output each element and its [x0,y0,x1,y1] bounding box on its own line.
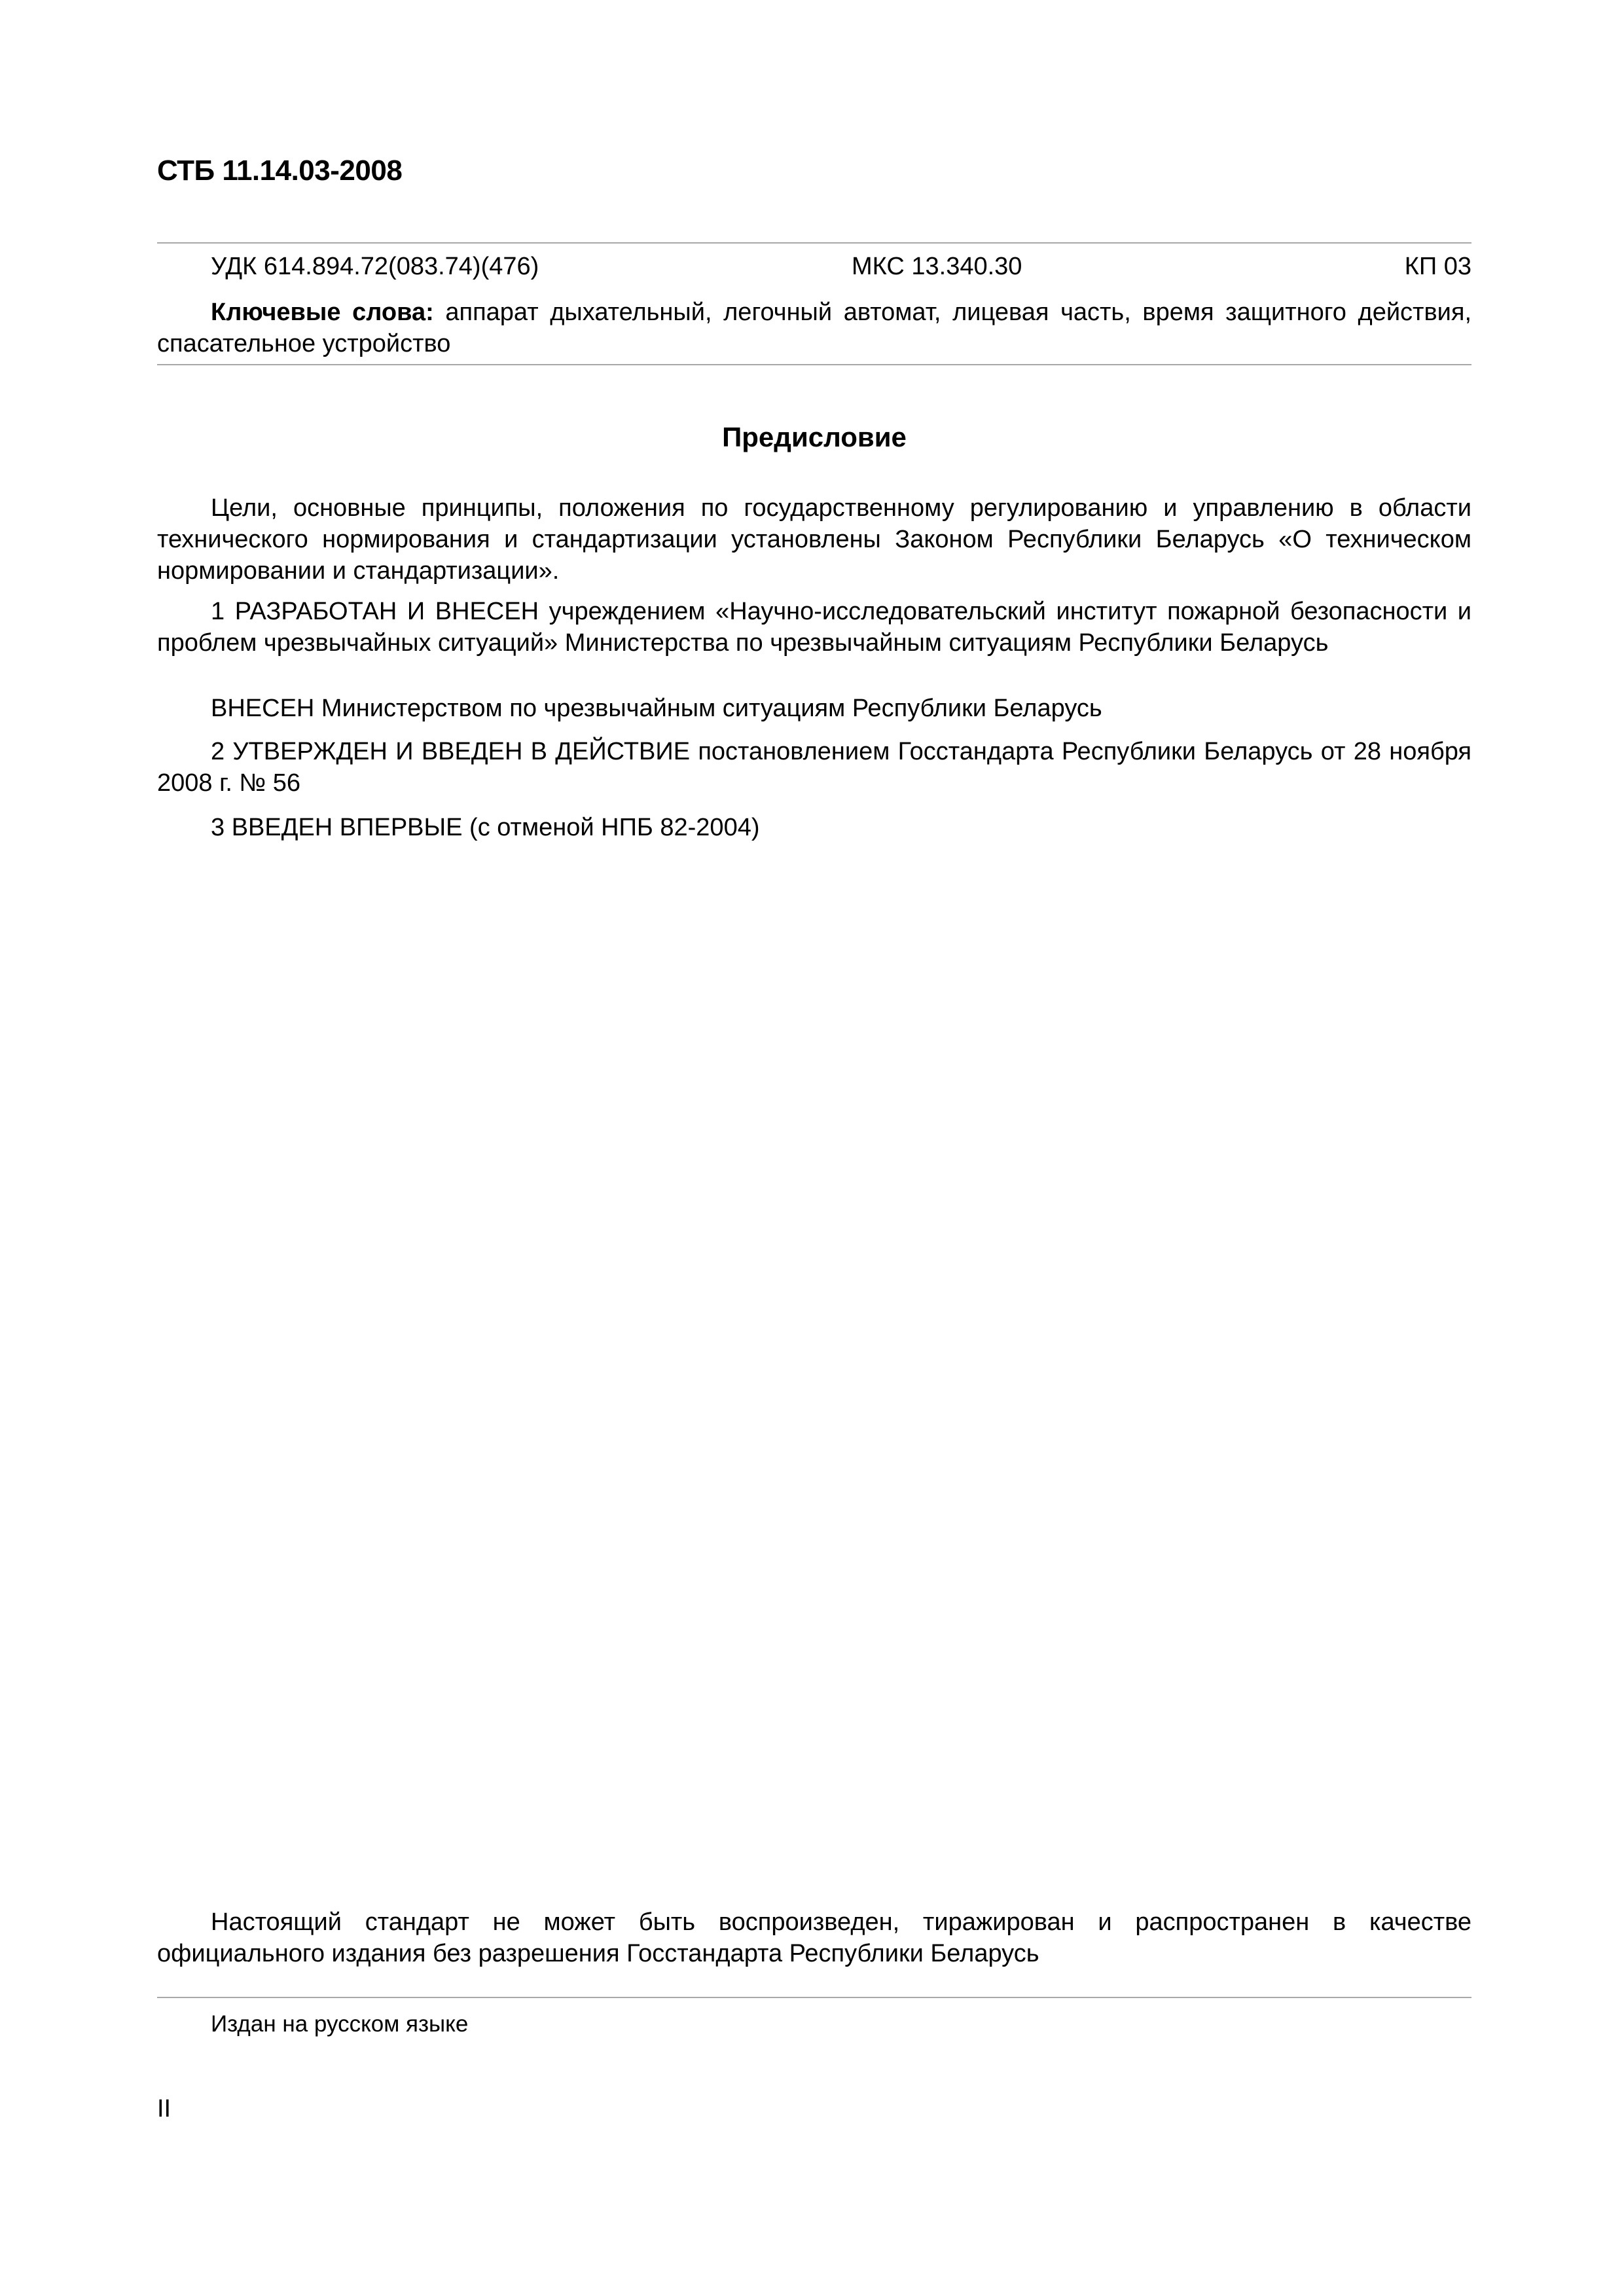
foreword-paragraph-introduced: ВНЕСЕН Министерством по чрезвычайным ситуациям Республики Беларусь [211,695,1102,722]
document-code: СТБ 11.14.03-2008 [157,155,403,187]
bottom-divider [157,1997,1471,1998]
foreword-paragraph-approved: 2 УТВЕРЖДЕН И ВВЕДЕН В ДЕЙСТВИЕ постановлением Госстандарта Республики Беларусь от 28 ноября 2008 г. № 56 [157,738,1471,797]
page-number: II [157,2095,171,2123]
copyright-notice: Настоящий стандарт не может быть воспроизведен, тиражирован и распространен в качестве официального издания без разрешения Госстандарта Республики Беларусь [157,1908,1471,1967]
keywords-paragraph [157,297,1471,359]
udk-code: УДК 614.894.72(083.74)(476) [211,253,539,280]
classification-row [211,253,1471,285]
mks-code: МКС 13.340.30 [852,253,1022,280]
top-divider [157,242,1471,244]
foreword-paragraph-goals: Цели, основные принципы, положения по государственному регулированию и управлению в области технического нормирования и стандартизации установлены Законом Республики Беларусь «О техническом нормировании и стандартизации». [157,494,1471,585]
published-language: Издан на русском языке [211,2011,469,2037]
foreword-paragraph-developed: 1 РАЗРАБОТАН И ВНЕСЕН учреждением «Научно-исследовательский институт пожарной безопасности и проблем чрезвычайных ситуаций» Министерства по чрезвычайным ситуациям Республики Беларусь [157,598,1471,657]
kp-code: КП 03 [1404,253,1471,280]
foreword-title: Предисловие [722,422,907,452]
keywords-divider [157,364,1471,365]
keywords-text: аппарат дыхательный, легочный автомат, лицевая часть, время защитного действия, спасательное устройство [157,299,1472,357]
foreword-paragraph-first-introduced: 3 ВВЕДЕН ВПЕРВЫЕ (с отменой НПБ 82-2004) [211,814,760,841]
keywords-label: Ключевые слова: [211,299,434,326]
